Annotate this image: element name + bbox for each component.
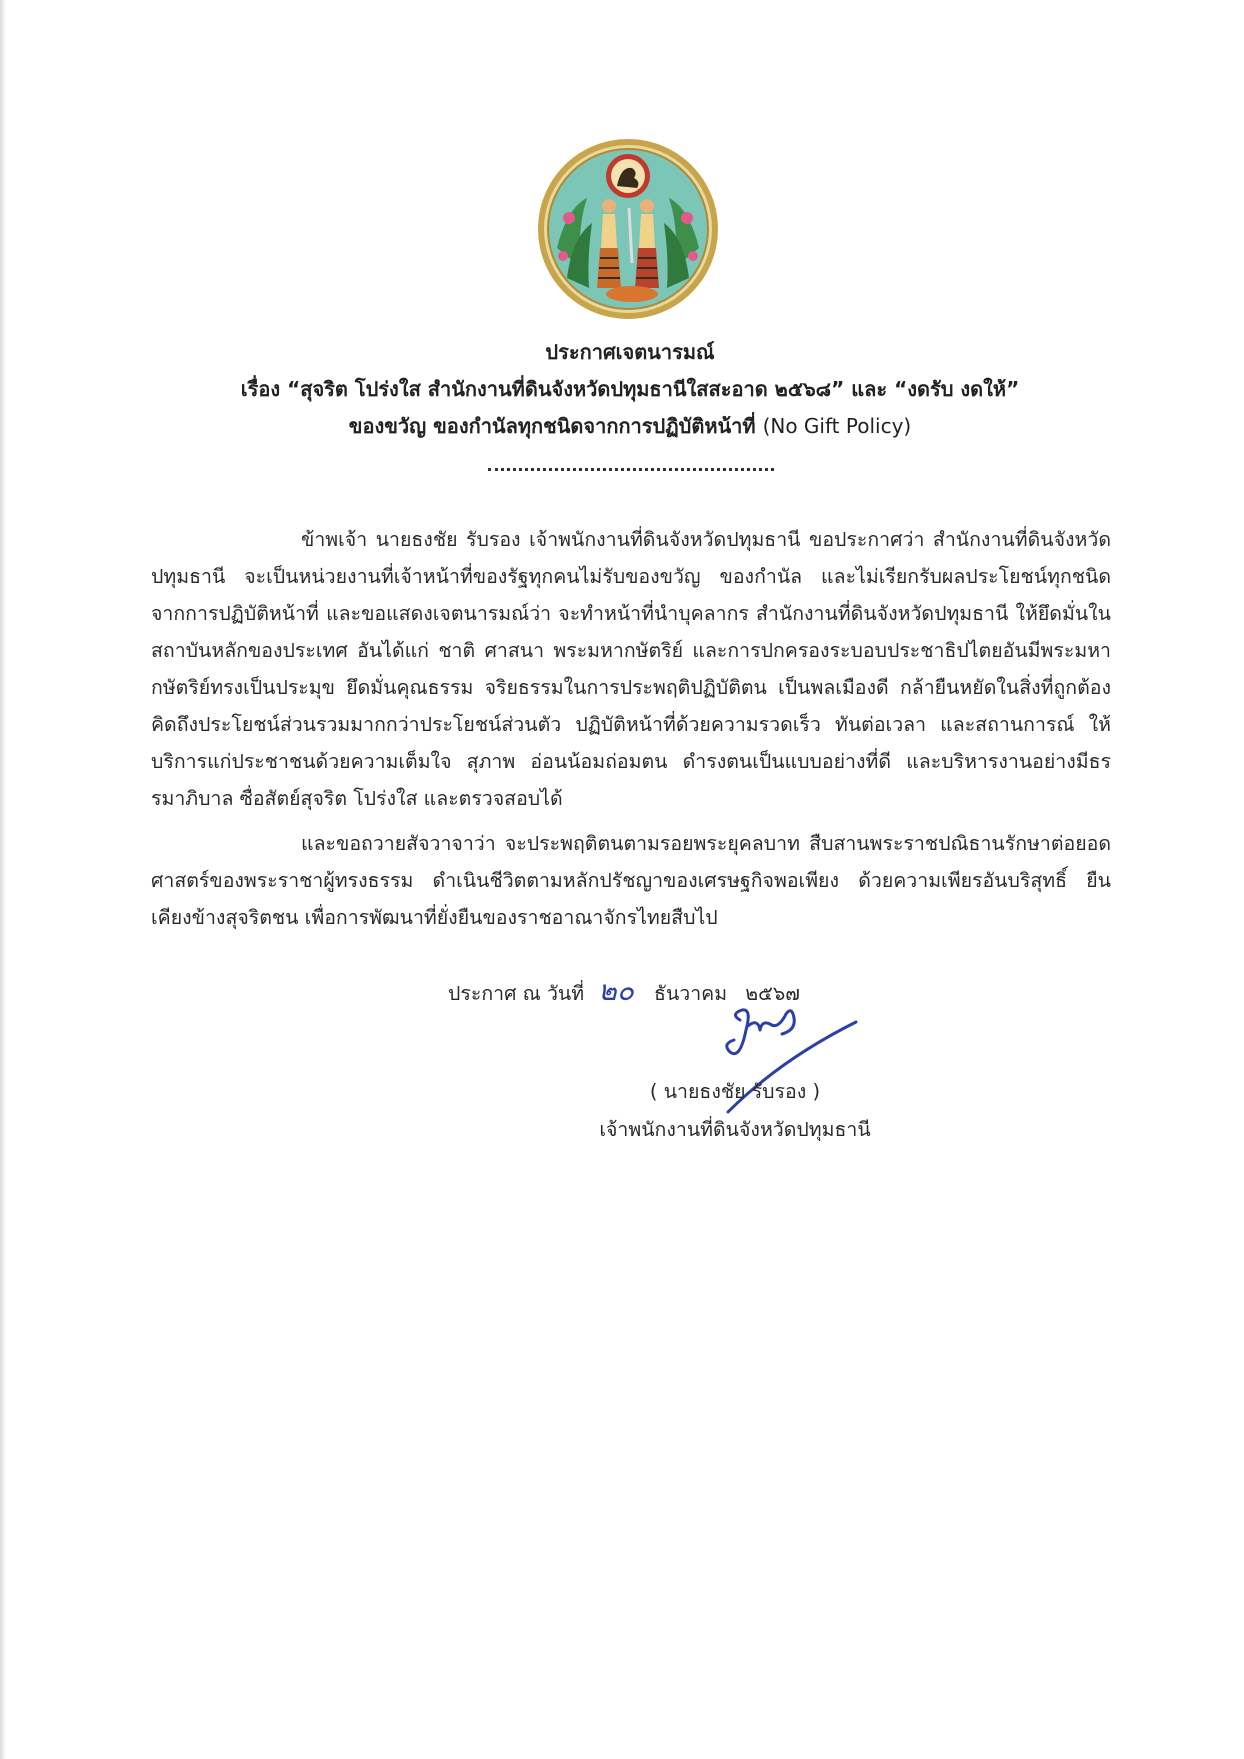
- subject-prefix: เรื่อง: [240, 377, 281, 401]
- handwritten-day: ๒๐: [598, 974, 634, 1007]
- date-month: ธันวาคม: [654, 982, 728, 1005]
- subject-line-1: [120, 371, 1140, 408]
- provincial-seal-icon: [537, 138, 719, 320]
- no-gift-policy-label: (No Gift Policy): [762, 414, 912, 438]
- body-text: [151, 521, 1111, 944]
- paragraph-oath: และขอถวายสัจวาจาว่า จะประพฤติตนตามรอยพระยุคลบาท สืบสานพระราชปณิธานรักษาต่อยอดศาสตร์ของพระราชาผู้ทรงธรรม ดำเนินชีวิตตามหลักปรัชญาของเศรษฐกิจพอเพียง ด้วยความเพียรอันบริสุทธิ์ ยืนเคียงข้างสุจริตชน เพื่อการพัฒนาที่ยั่งยืนของราชอาณาจักรไทยสืบไป: [151, 832, 1111, 929]
- dotted-separator: [488, 468, 774, 471]
- subject-line-2: [120, 408, 1140, 445]
- title-block: [120, 334, 1140, 445]
- subject-text: “สุจริต โปร่งใส สำนักงานที่ดินจังหวัดปทุมธานีใสสะอาด ๒๕๖๘” และ “งดรับ งดให้”: [287, 377, 1020, 401]
- announcement-heading: ประกาศเจตนารมณ์: [545, 340, 715, 364]
- date-prefix: ประกาศ ณ วันที่: [448, 982, 585, 1005]
- signer-position: เจ้าพนักงานที่ดินจังหวัดปทุมธานี: [599, 1118, 871, 1141]
- scan-edge-shadow: [0, 0, 6, 1759]
- paragraph-intent: ข้าพเจ้า นายธงชัย รับรอง เจ้าพนักงานที่ดินจังหวัดปทุมธานี ขอประกาศว่า สำนักงานที่ดินจังหวัดปทุมธานี จะเป็นหน่วยงานที่เจ้าหน้าที่ของรัฐทุกคนไม่รับของขวัญ ของกำนัล และไม่เรียกรับผลประโยชน์ทุกชนิด จากการปฏิบัติหน้าที่ และขอแสดงเจตนารมณ์ว่า จะทำหน้าที่นำบุคลากร สำนักงานที่ดินจังหวัดปทุมธานี ให้ยึดมั่นในสถาบันหลักของประเทศ อันได้แก่ ชาติ ศาสนา พระมหากษัตริย์ และการปกครองระบอบประชาธิปไตยอันมีพระมหากษัตริย์ทรงเป็นประมุข ยึดมั่นคุณธรรม จริยธรรมในการประพฤติปฏิบัติตน เป็นพลเมืองดี กล้ายืนหยัดในสิ่งที่ถูกต้อง คิดถึงประโยชน์ส่วนรวมมากกว่าประโยชน์ส่วนตัว ปฏิบัติหน้าที่ด้วยความรวดเร็ว ทันต่อเวลา และสถานการณ์ ให้บริการแก่ประชาชนด้วยความเต็มใจ สุภาพ อ่อนน้อมถ่อมตน ดำรงตนเป็นแบบอย่างที่ดี และบริหารงานอย่างมีธรรมาภิบาล ซื่อสัตย์สุจริต โปร่งใส และตรวจสอบได้: [151, 528, 1111, 810]
- date-year: ๒๕๖๗: [745, 982, 800, 1005]
- subject-text-2: ของขวัญ ของกำนัลทุกชนิดจากการปฏิบัติหน้าที่: [348, 414, 756, 438]
- signer-name: ( นายธงชัย รับรอง ): [649, 1080, 821, 1103]
